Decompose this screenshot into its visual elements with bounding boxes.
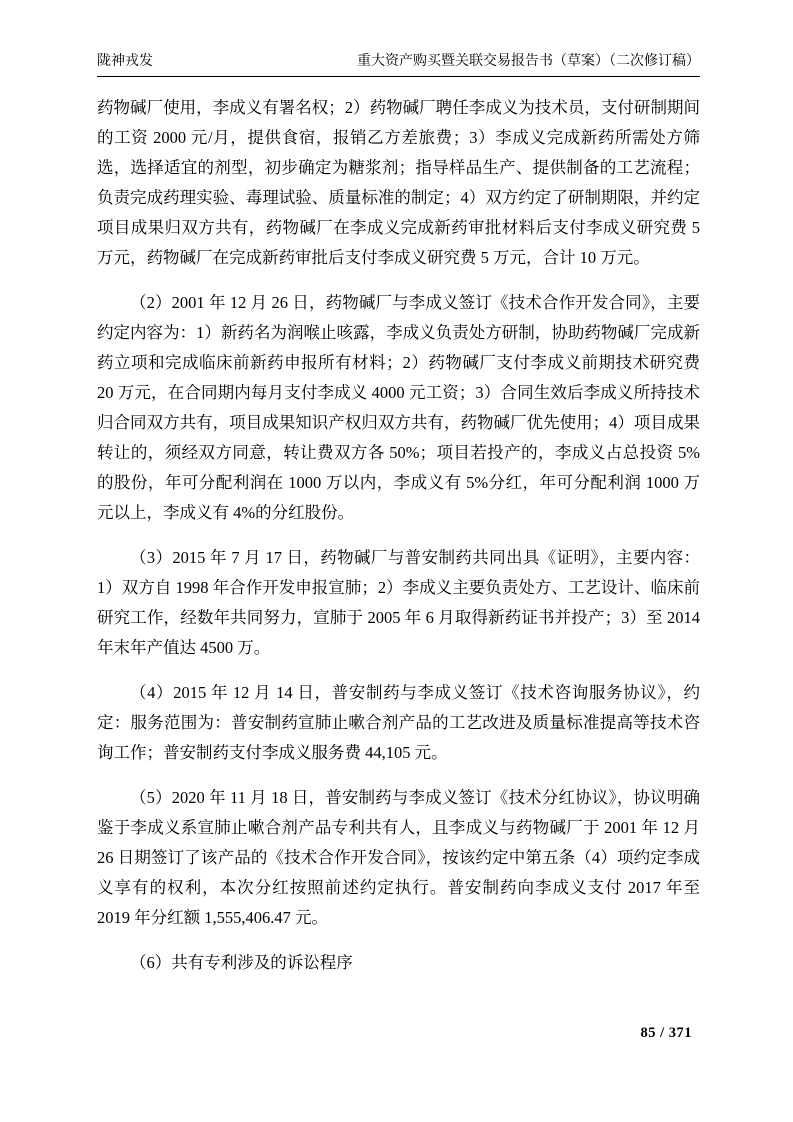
page-number: 85 / 371 [640,1025,692,1041]
header-report-title: 重大资产购买暨关联交易报告书（草案）（二次修订稿） [357,54,700,69]
paragraph-item-6-heading: （6）共有专利涉及的诉讼程序 [130,953,353,972]
paragraph-item-4: （4）2015 年 12 月 14 日，普安制药与李成义签订《技术咨询服务协议》，约定：服务范围为：普安制药宣肺止嗽合剂产品的工艺改进及质量标准提高等技术咨询工作；普安制药支付李成义服务费 44,105 元。 [97,683,700,762]
paragraph-continuation: 药物碱厂使用，李成义有署名权；2）药物碱厂聘任李成义为技术员，支付研制期间的工资 2000 元/月，提供食宿，报销乙方差旅费；3）李成义完成新药所需处方筛选，选择适宜的剂型，初步确定为糖浆剂；指导样品生产、提供制备的工艺流程；负责完成药理实验、毒理试验、质量标准的制定；4）双方约定了研制期限，并约定项目成果归双方共有，药物碱厂在李成义完成新药审批材料后支付李成义研究费 5 万元，药物碱厂在完成新药审批后支付李成义研究费 5 万元，合计 10 万元。 [97,98,700,267]
page-header [97,53,700,77]
document-body [97,93,700,978]
paragraph-item-5: （5）2020 年 11 月 18 日，普安制药与李成义签订《技术分红协议》，协议明确鉴于李成义系宣肺止嗽合剂产品专利共有人，且李成义与药物碱厂于 2001 年 12 月 26 日期签订了该产品的《技术合作开发合同》，按该约定中第五条（4）项约定李成义享有的权利，本次分红按照前述约定执行。普安制药向李成义支付 2017 年至 2019 年分红额 1,555,406.47 元。 [97,788,700,927]
paragraph-item-3: （3）2015 年 7 月 17 日，药物碱厂与普安制药共同出具《证明》，主要内容：1）双方自 1998 年合作开发申报宣肺；2）李成义主要负责处方、工艺设计、临床前研究工作，经数年共同努力，宣肺于 2005 年 6 月取得新药证书并投产；3）至 2014 年末年产值达 4500 万。 [97,548,700,657]
paragraph-item-2: （2）2001 年 12 月 26 日，药物碱厂与李成义签订《技术合作开发合同》，主要约定内容为：1）新药名为润喉止咳露，李成义负责处方研制，协助药物碱厂完成新药立项和完成临床前新药申报所有材料；2）药物碱厂支付李成义前期技术研究费 20 万元，在合同期内每月支付李成义 4000 元工资；3）合同生效后李成义所持技术归合同双方共有，项目成果知识产权归双方共有，药物碱厂优先使用；4）项目成果转让的，须经双方同意，转让费双方各 50%；项目若投产的，李成义占总投资 5%的股份，年可分配利润在 1000 万以内，李成义有 5%分红，年可分配利润 1000 万元以上，李成义有 4%的分红股份。 [97,293,700,522]
page-footer [640,1025,692,1042]
header-company-name: 陇神戎发 [97,54,153,69]
